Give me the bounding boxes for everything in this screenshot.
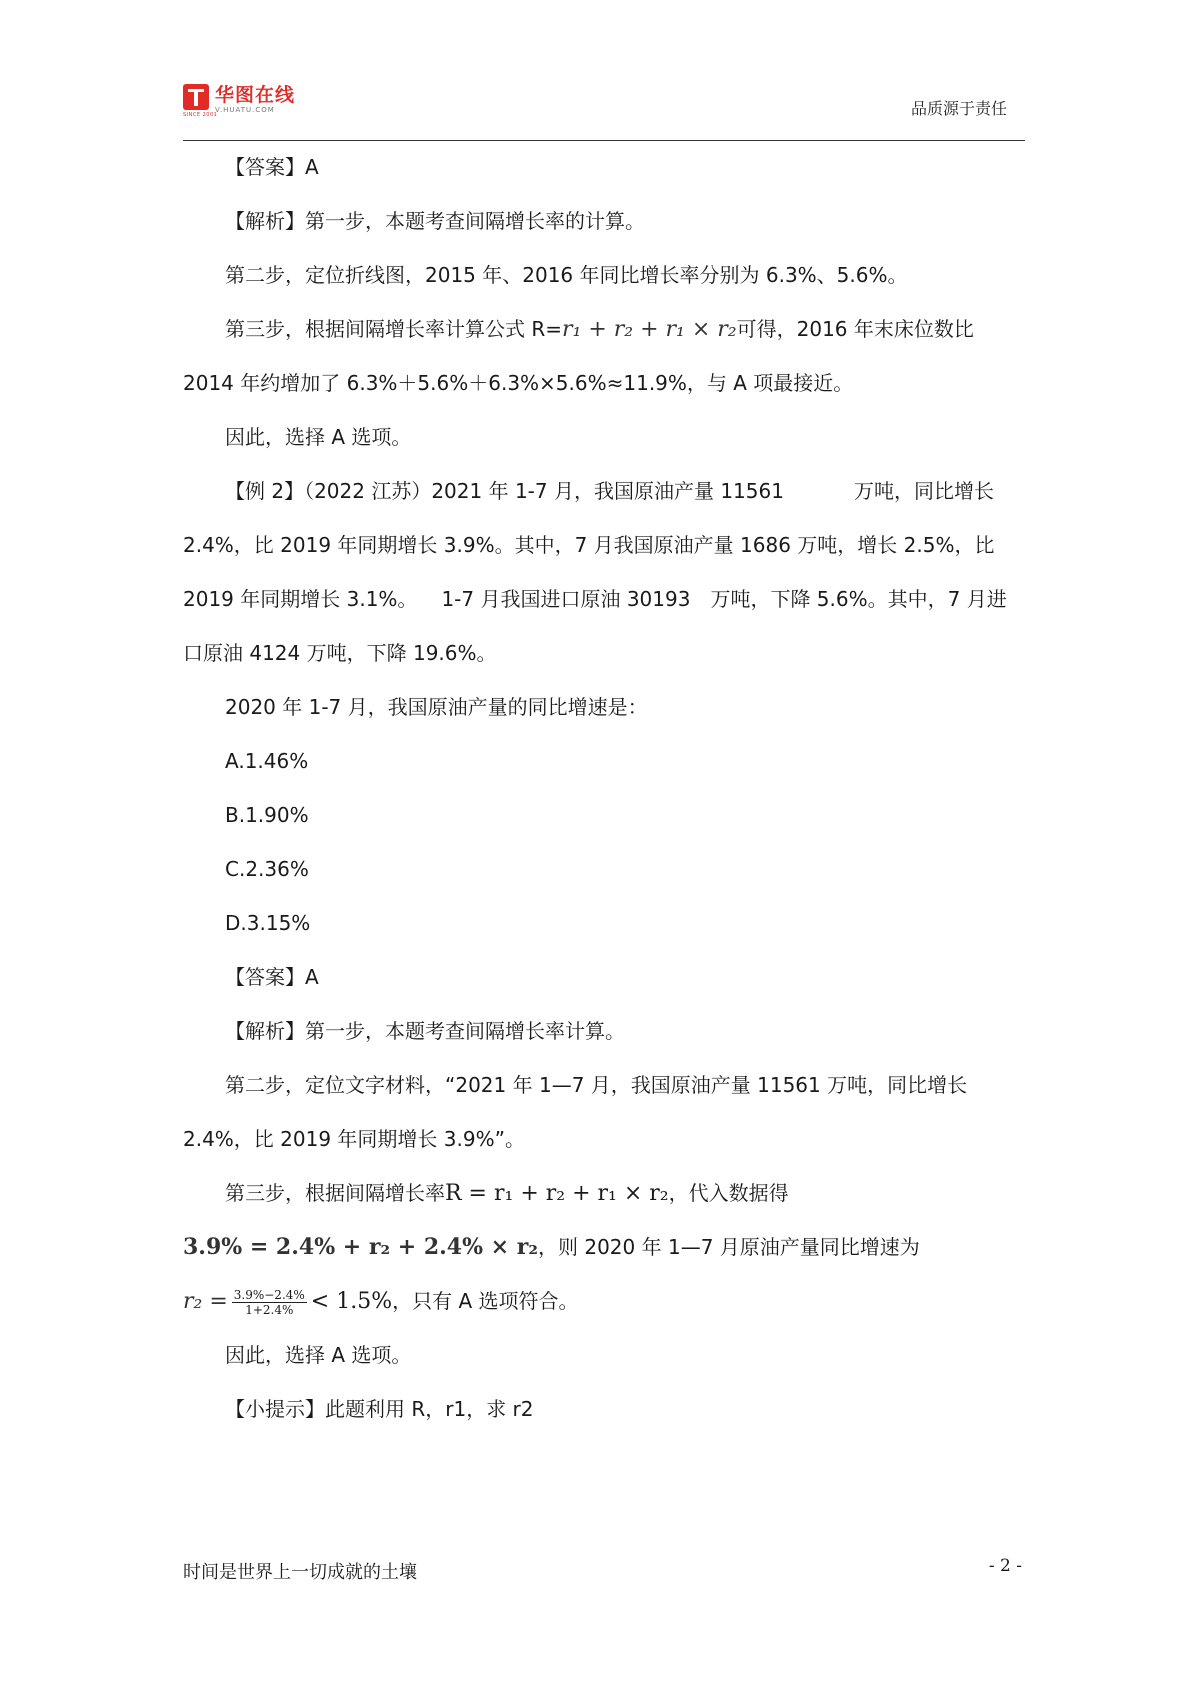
fraction-lhs: r₂ = — [183, 1289, 228, 1314]
footer-motto: 时间是世界上一切成就的土壤 — [183, 1562, 417, 1583]
analysis2-step-2-cont: 2.4%，比 2019 年同期增长 3.9%”。 — [183, 1127, 525, 1151]
option-b: B.1.90% — [225, 803, 309, 827]
step3b-text-pre: 第三步，根据间隔增长率 — [225, 1181, 445, 1205]
option-c: C.2.36% — [225, 857, 309, 881]
analysis2-step-3 — [183, 1166, 1025, 1220]
conclusion-2: 因此，选择 A 选项。 — [225, 1343, 412, 1367]
example2-line-1 — [183, 464, 1025, 518]
example2-text-a: 【例 2】（2022 江苏）2021 年 1-7 月，我国原油产量 11561 — [225, 479, 784, 503]
analysis-step-3-cont: 2014 年约增加了 6.3%＋5.6%＋6.3%×5.6%≈11.9%，与 A 项最接近。 — [183, 371, 854, 395]
page-header — [183, 80, 1025, 141]
huatu-logo — [183, 84, 295, 124]
example2-line-4: 口原油 4124 万吨，下降 19.6%。 — [183, 641, 497, 665]
option-a: A.1.46% — [225, 749, 309, 773]
example2-text-e: 万吨，下降 5.6%。其中，7 月进 — [710, 587, 1007, 611]
analysis2-step-2: 第二步，定位文字材料，“2021 年 1—7 月，我国原油产量 11561 万吨，同比增长 — [225, 1073, 968, 1097]
page-number: - 2 - — [988, 1556, 1022, 1576]
answer-line-2: 【答案】A — [225, 965, 319, 989]
example2-text-c: 2019 年同期增长 3.1%。 — [183, 587, 418, 611]
equation-text-post: ，则 2020 年 1—7 月原油产量同比增速为 — [538, 1235, 920, 1259]
logo-name: 华图在线 — [215, 84, 296, 106]
analysis-step-3 — [183, 302, 1025, 356]
example2-text-d: 1-7 月我国进口原油 30193 — [441, 587, 691, 611]
fraction-numerator: 3.9%−2.4% — [233, 1288, 305, 1302]
logo-url: V.HUATU.COM — [215, 106, 275, 114]
question-stem: 2020 年 1-7 月，我国原油产量的同比增速是： — [225, 695, 648, 719]
logo-since: SINCE 2001 — [183, 112, 218, 118]
growth-formula: r₁ + r₂ + r₁ × r₂ — [562, 317, 737, 342]
huatu-logo-icon — [183, 84, 209, 110]
step3b-text-post: ，代入数据得 — [668, 1181, 789, 1205]
tip-line: 【小提示】此题利用 R，r1，求 r2 — [225, 1397, 534, 1421]
conclusion-1: 因此，选择 A 选项。 — [225, 425, 412, 449]
example2-line-3 — [183, 572, 1025, 626]
analysis2-fraction-line — [183, 1274, 1025, 1328]
step3-text-pre: 第三步，根据间隔增长率计算公式 R= — [225, 317, 563, 341]
fraction-text-post: ，只有 A 选项符合。 — [392, 1289, 579, 1313]
step3-text-post: 可得，2016 年末床位数比 — [736, 317, 974, 341]
example2-line-2: 2.4%，比 2019 年同期增长 3.9%。其中，7 月我国原油产量 1686 万吨，增长 2.5%，比 — [183, 533, 995, 557]
example2-text-b: 万吨，同比增长 — [853, 479, 994, 503]
analysis2-equation-line — [183, 1220, 1025, 1274]
answer-line-1: 【答案】A — [225, 155, 319, 179]
option-d: D.3.15% — [225, 911, 311, 935]
fraction — [232, 1288, 307, 1317]
analysis2-step-1: 【解析】第一步，本题考查间隔增长率计算。 — [225, 1019, 625, 1043]
growth-formula-2: R = r₁ + r₂ + r₁ × r₂ — [445, 1181, 669, 1206]
equation-substituted: 3.9% = 2.4% + r₂ + 2.4% × r₂ — [183, 1234, 538, 1260]
fraction-rhs: < 1.5% — [310, 1289, 393, 1314]
fraction-denominator: 1+2.4% — [245, 1303, 294, 1317]
analysis-step-1: 【解析】第一步，本题考查间隔增长率的计算。 — [225, 209, 645, 233]
analysis-step-2: 第二步，定位折线图，2015 年、2016 年同比增长率分别为 6.3%、5.6%。 — [225, 263, 908, 287]
header-slogan: 品质源于责任 — [910, 99, 1007, 118]
document-body — [183, 140, 1025, 1436]
